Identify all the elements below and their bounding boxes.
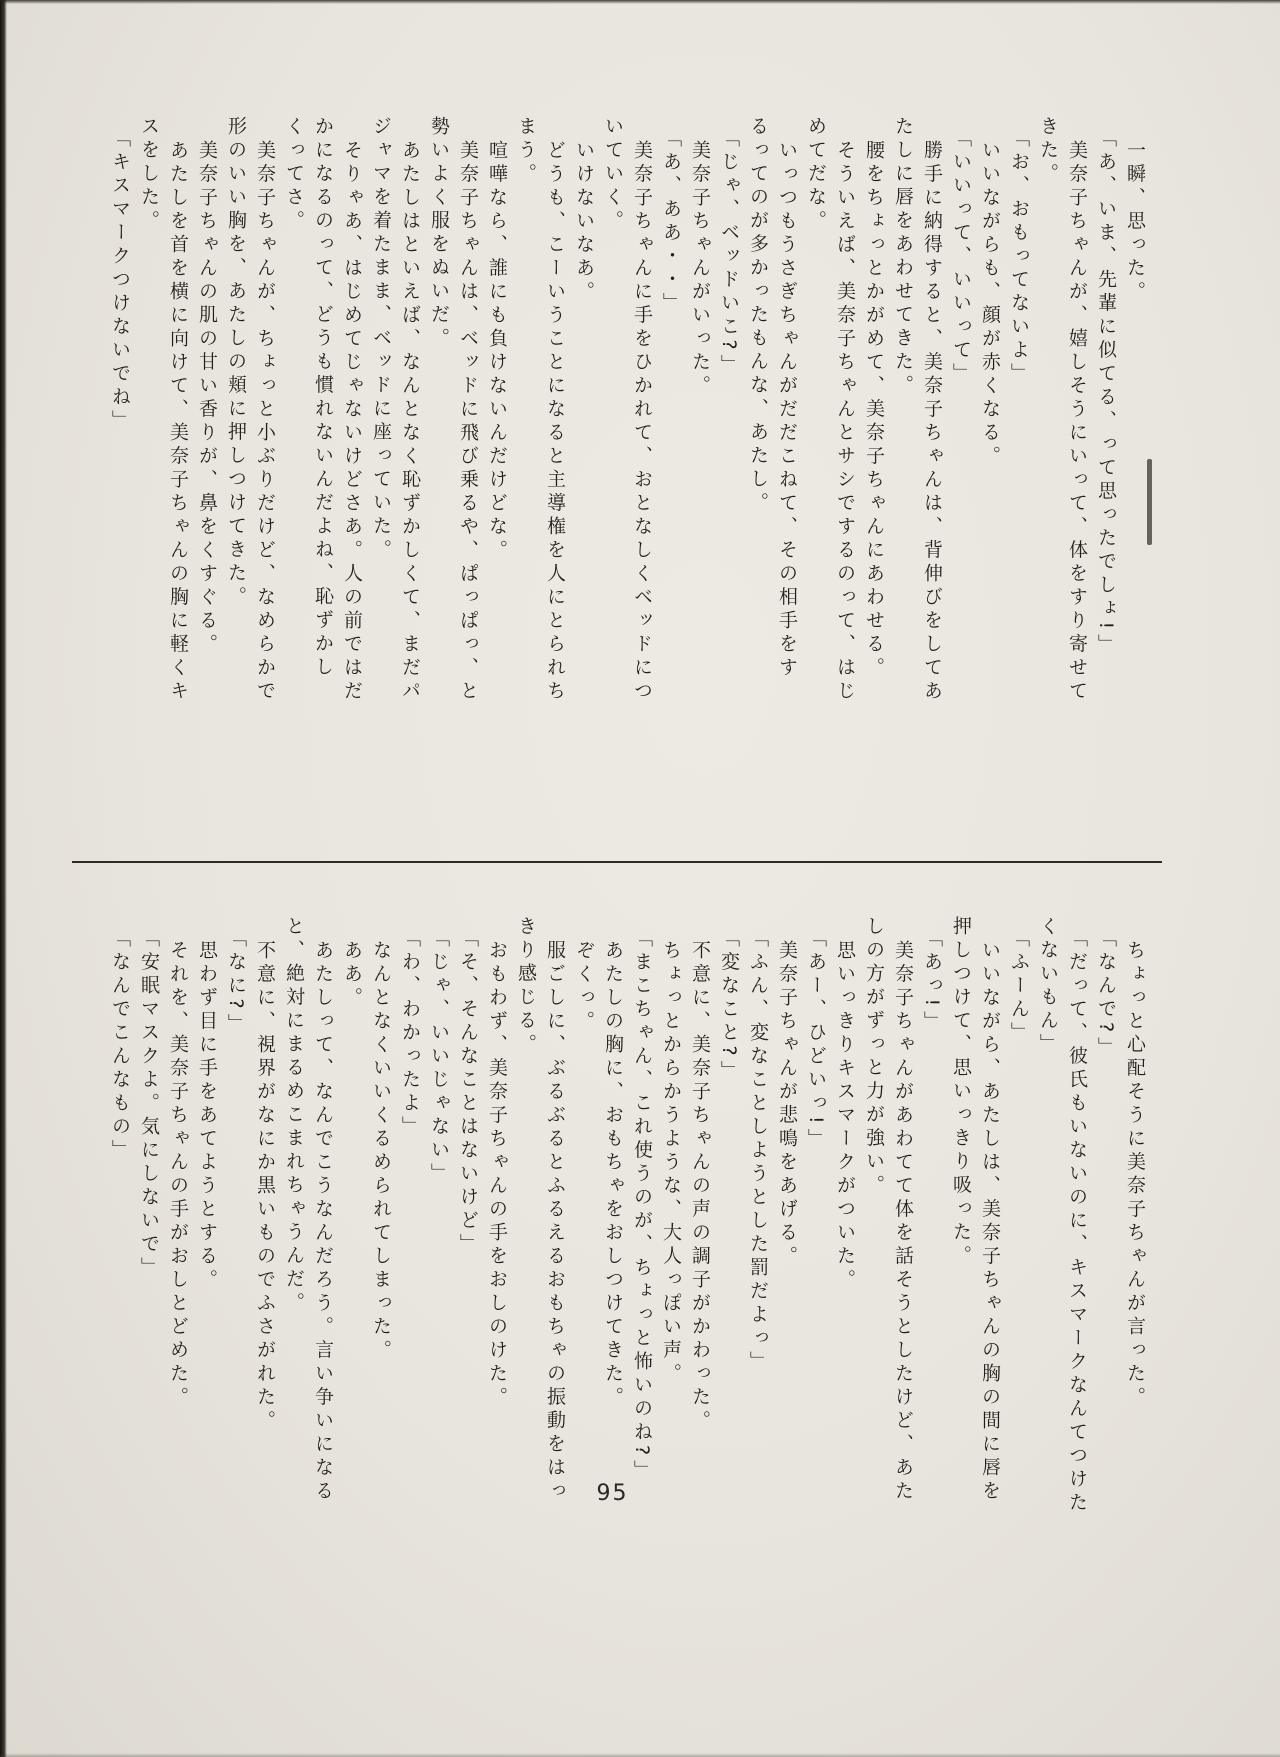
text-column: ああ。 <box>341 940 363 1011</box>
text-block-bottom <box>105 916 1149 1520</box>
text-column: 思いっきりキスマークがついた。 <box>834 940 856 1293</box>
page-number: 95 <box>596 1481 629 1506</box>
text-column: 「なんで?」 <box>1095 928 1117 1061</box>
text-column: おもわず、美奈子ちゃんの手をおしのけた。 <box>486 940 508 1410</box>
text-column: そういえば、美奈子ちゃんとサシでするのって、はじ <box>834 140 856 704</box>
text-column: 「キスマークつけないでね」 <box>109 128 131 434</box>
text-column: 「まこちゃん、これ使うのが、ちょっと怖いのね?」 <box>631 928 653 1484</box>
text-column: ぞくっ。 <box>573 940 595 1034</box>
text-column: 「あ、いま、先輩に似てる、って思ったでしょ!」 <box>1095 128 1117 658</box>
text-column: 腰をちょっとかがめて、美奈子ちゃんにあわせる。 <box>863 140 885 681</box>
text-column: あたしはといえば、なんとなく恥ずかしくて、まだパ <box>399 140 421 704</box>
scan-edge-top <box>0 0 1280 4</box>
text-column: 「お、おもってないよ」 <box>1008 128 1030 387</box>
text-column: めてだな。 <box>805 116 827 234</box>
text-column: 不意に、視界がなにか黒いものでふさがれた。 <box>254 940 276 1434</box>
text-column: 「あ、ああ・・」 <box>660 128 682 316</box>
text-column: 服ごしに、ぶるぶるとふるえるおもちゃの振動をはっ <box>544 940 566 1504</box>
text-column: 「あっ!」 <box>921 928 943 1035</box>
text-column: あたしの胸に、おもちゃをおしつけてきた。 <box>602 940 624 1410</box>
text-column: 「なに?」 <box>225 928 247 1037</box>
text-column: ちょっと心配そうに美奈子ちゃんが言った。 <box>1124 940 1146 1410</box>
text-column: 美奈子ちゃんが悲鳴をあげる。 <box>776 940 798 1269</box>
text-column: しの方がずっと力が強い。 <box>863 916 885 1198</box>
text-column: 「ふーん」 <box>1008 928 1030 1046</box>
text-column: 「変なこと?」 <box>718 928 740 1084</box>
text-column: 形のいい胸を、あたしの頬に押しつけてきた。 <box>225 116 247 610</box>
text-column: 美奈子ちゃんがあわてて体を話そうとしたけど、あた <box>892 940 914 1504</box>
text-column: それを、美奈子ちゃんの手がおしとどめた。 <box>167 940 189 1410</box>
text-column: たしに唇をあわせてきた。 <box>892 116 914 398</box>
text-column: かになるのって、どうも慣れないんだよね、恥ずかし <box>312 116 334 680</box>
text-column: いけないなあ。 <box>573 140 595 305</box>
text-column: ジャマを着たまま、ベッドに座っていた。 <box>370 116 392 563</box>
text-column: あたしって、なんでこうなんだろう。言い争いになる <box>312 940 334 1504</box>
text-column: 「だって、彼氏もいないのに、キスマークなんてつけた <box>1066 928 1088 1516</box>
text-block-top <box>105 116 1149 720</box>
text-column: なんとなくいいくるめられてしまった。 <box>370 940 392 1363</box>
section-divider <box>72 861 1162 863</box>
text-column: あたしを首を横に向けて、美奈子ちゃんの胸に軽くキ <box>167 140 189 704</box>
text-column: 喧嘩なら、誰にも負けないんだけどな。 <box>486 140 508 563</box>
text-column: きた。 <box>1037 116 1059 187</box>
text-column: 不意に、美奈子ちゃんの声の調子がかわった。 <box>689 940 711 1434</box>
text-column: 一瞬、思った。 <box>1124 140 1146 305</box>
text-column: いいながらも、顔が赤くなる。 <box>979 140 1001 469</box>
text-column: くってさ。 <box>283 116 305 234</box>
text-column: 「あー、ひどいっ!」 <box>805 928 827 1152</box>
text-column: 美奈子ちゃんがいった。 <box>689 140 711 399</box>
text-column: きり感じる。 <box>515 916 537 1057</box>
text-column: 思わず目に手をあてようとする。 <box>196 940 218 1293</box>
text-column: 美奈子ちゃんの肌の甘い香りが、鼻をくすぐる。 <box>196 140 218 657</box>
text-column: 「なんでこんなもの」 <box>109 928 131 1163</box>
text-column: と、絶対にまるめこまれちゃうんだ。 <box>283 916 305 1316</box>
text-column: 勝手に納得すると、美奈子ちゃんは、背伸びをしてあ <box>921 140 943 704</box>
text-column: 美奈子ちゃんが、ちょっと小ぶりだけど、なめらかで <box>254 140 276 704</box>
text-column: 「ふん、変なことしようとした罰だよっ」 <box>747 928 769 1375</box>
text-column: 「じゃ、いいじゃない」 <box>428 928 450 1187</box>
text-column: まう。 <box>515 116 537 187</box>
text-column: 美奈子ちゃんは、ベッドに飛び乗るや、ぱっぱっ、と <box>457 140 479 704</box>
text-column: 勢いよく服をぬいだ。 <box>428 116 450 351</box>
text-column: ちょっとからかうような、大人っぽい声。 <box>660 940 682 1387</box>
text-column: そりゃあ、はじめてじゃないけどさあ。人の前ではだ <box>341 140 363 704</box>
text-column: 「わ、わかったよ」 <box>399 928 421 1140</box>
text-column: いっつもうさぎちゃんがだだこねて、その相手をす <box>776 140 798 681</box>
scan-edge-bottom <box>0 1753 1280 1757</box>
text-column: るってのが多かったもんな、あたし。 <box>747 116 769 516</box>
text-column: 美奈子ちゃんに手をひかれて、おとなしくベッドにつ <box>631 140 653 704</box>
text-column: 美奈子ちゃんが、嬉しそうにいって、体をすり寄せて <box>1066 140 1088 704</box>
text-column: 「そ、そんなことはないけど」 <box>457 928 479 1257</box>
text-column: くないもん」 <box>1037 916 1059 1057</box>
text-column: いていく。 <box>602 116 624 234</box>
text-column: 「いいって、いいって」 <box>950 128 972 387</box>
text-column: いいながら、あたしは、美奈子ちゃんの胸の間に唇を <box>979 940 1001 1504</box>
text-column: 「安眠マスクよ。気にしないで」 <box>138 928 160 1281</box>
text-column: どうも、こーいうことになると主導権を人にとられち <box>544 140 566 704</box>
text-column: スをした。 <box>138 116 160 234</box>
text-column: 押しつけて、思いっきり吸った。 <box>950 916 972 1269</box>
text-column: 「じゃ、ベッドいこ?」 <box>718 128 740 378</box>
